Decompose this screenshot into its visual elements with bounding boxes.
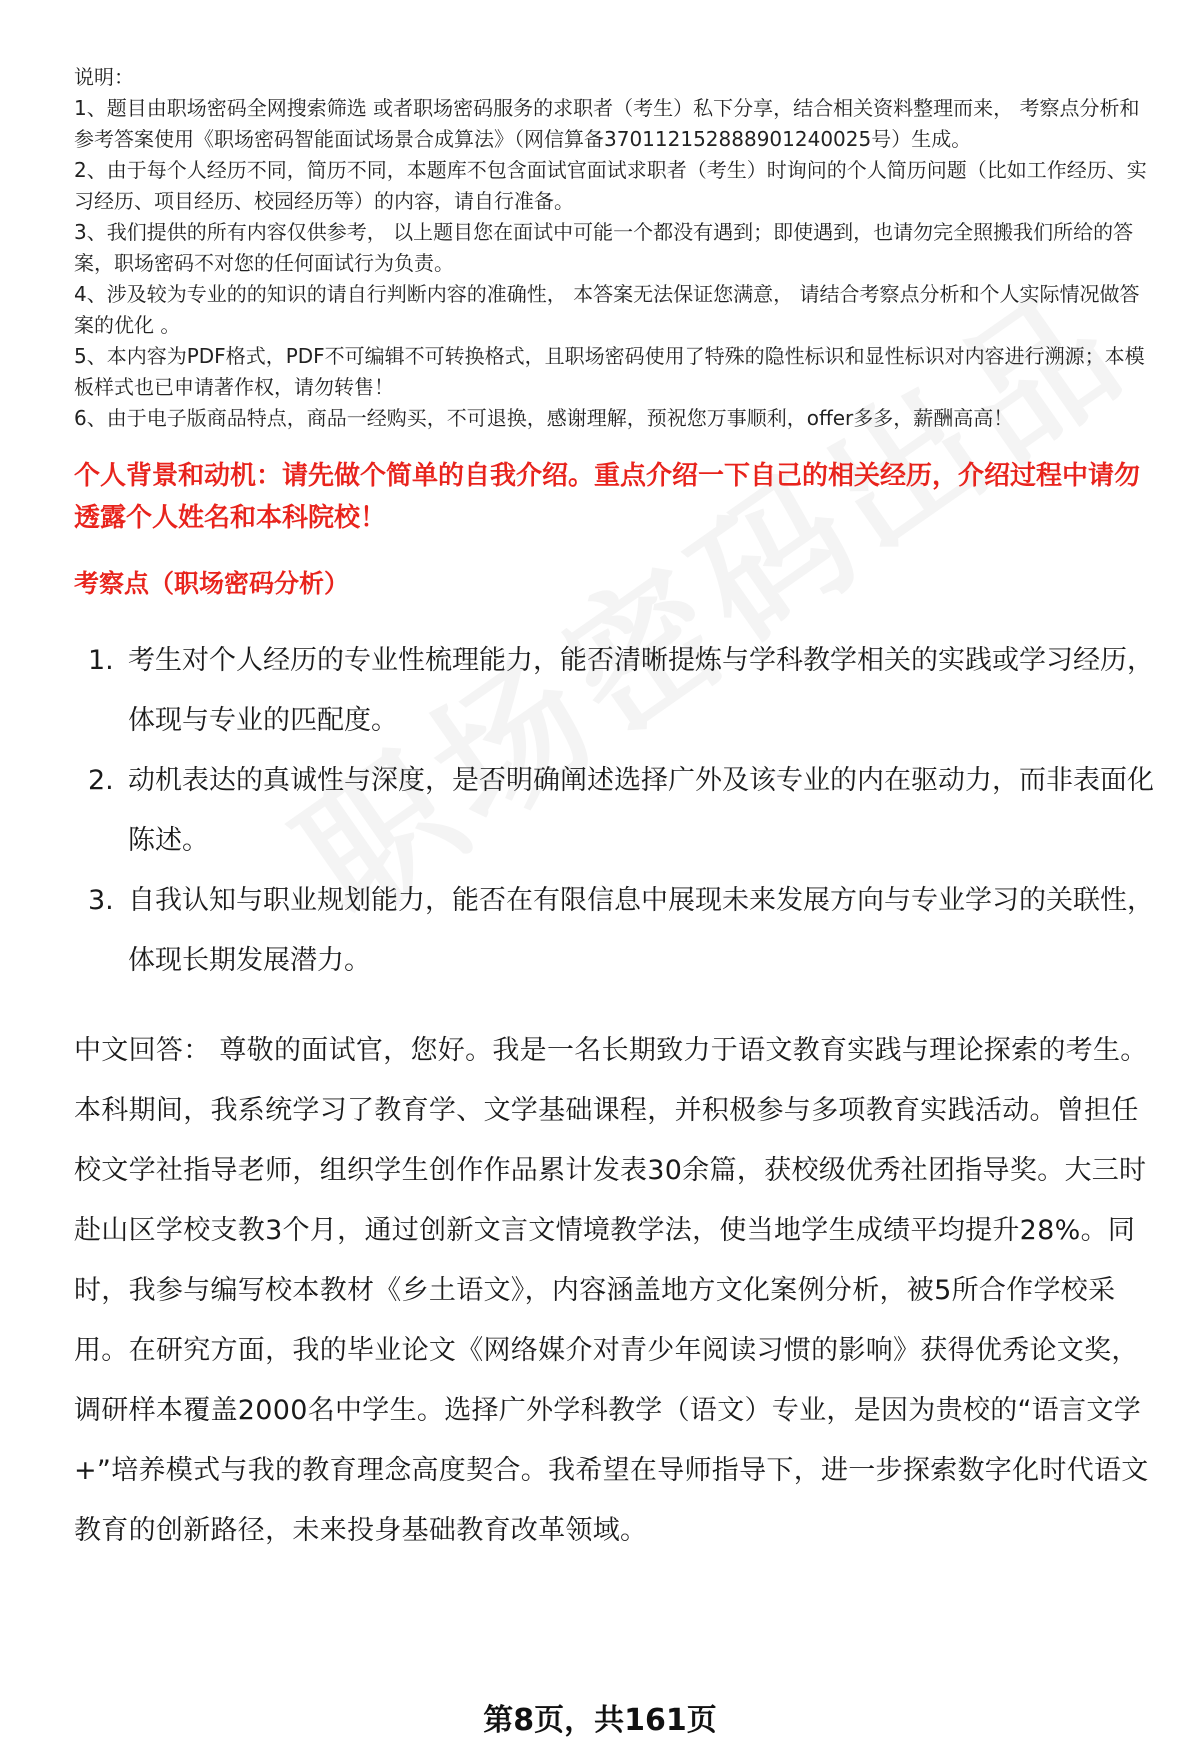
point-number: 3. [88,885,114,916]
document-page [74,62,1154,1561]
analysis-point [74,751,1154,871]
point-text: 自我认知与职业规划能力，能否在有限信息中展现未来发展方向与专业学习的关联性，体现长期发展潜力。 [128,885,1154,976]
note-item-1: 1、题目由职场密码全网搜索筛选 或者职场密码服务的求职者（考生）私下分享，结合相关资料整理而来， 考察点分析和参考答案使用《职场密码智能面试场景合成算法》（网信算备370112152888901240025号）生成。 [74,96,1140,151]
note-item-5: 5、本内容为PDF格式，PDF不可编辑不可转换格式，且职场密码使用了特殊的隐性标识和显性标识对内容进行溯源；本模板样式也已申请著作权，请勿转售！ [74,344,1145,399]
analysis-points-list [74,631,1154,991]
point-number: 2. [88,765,114,796]
analysis-point [74,631,1154,751]
analysis-title: 考察点（职场密码分析） [74,569,350,598]
note-item-3: 3、我们提供的所有内容仅供参考， 以上题目您在面试中可能一个都没有遇到；即使遇到，也请勿完全照搬我们所给的答案，职场密码不对您的任何面试行为负责。 [74,220,1134,275]
question-heading: 个人背景和动机：请先做个简单的自我介绍。重点介绍一下自己的相关经历，介绍过程中请勿透露个人姓名和本科院校！ [74,461,1141,533]
notes-section [74,62,1154,434]
note-item-2: 2、由于每个人经历不同，简历不同，本题库不包含面试官面试求职者（考生）时询问的个人简历问题（比如工作经历、实习经历、项目经历、校园经历等）的内容，请自行准备。 [74,158,1147,213]
analysis-point [74,871,1154,991]
page-number-footer: 第8页，共161页 [483,1703,717,1738]
note-item-4: 4、涉及较为专业的的知识的请自行判断内容的准确性， 本答案无法保证您满意， 请结合考察点分析和个人实际情况做答案的优化 。 [74,282,1140,337]
point-text: 考生对个人经历的专业性梳理能力，能否清晰提炼与学科教学相关的实践或学习经历，体现与专业的匹配度。 [128,645,1154,736]
point-text: 动机表达的真诚性与深度，是否明确阐述选择广外及该专业的内在驱动力，而非表面化陈述。 [128,765,1154,856]
point-number: 1. [88,645,114,676]
answer-paragraph: 中文回答： 尊敬的面试官，您好。我是一名长期致力于语文教育实践与理论探索的考生。本科期间，我系统学习了教育学、文学基础课程，并积极参与多项教育实践活动。曾担任校文学社指导老师，组织学生创作作品累计发表30余篇，获校级优秀社团指导奖。大三时赴山区学校支教3个月，通过创新文言文情境教学法，使当地学生成绩平均提升28%。同时，我参与编写校本教材《乡土语文》，内容涵盖地方文化案例分析，被5所合作学校采用。在研究方面，我的毕业论文《网络媒介对青少年阅读习惯的影响》获得优秀论文奖，调研样本覆盖2000名中学生。选择广外学科教学（语文）专业，是因为贵校的“语言文学+”培养模式与我的教育理念高度契合。我希望在导师指导下，进一步探索数字化时代语文教育的创新路径，未来投身基础教育改革领域。 [74,1035,1149,1546]
notes-heading: 说明： [74,65,134,89]
note-item-6: 6、由于电子版商品特点，商品一经购买，不可退换，感谢理解，预祝您万事顺利，offer多多，薪酬高高！ [74,406,1014,430]
